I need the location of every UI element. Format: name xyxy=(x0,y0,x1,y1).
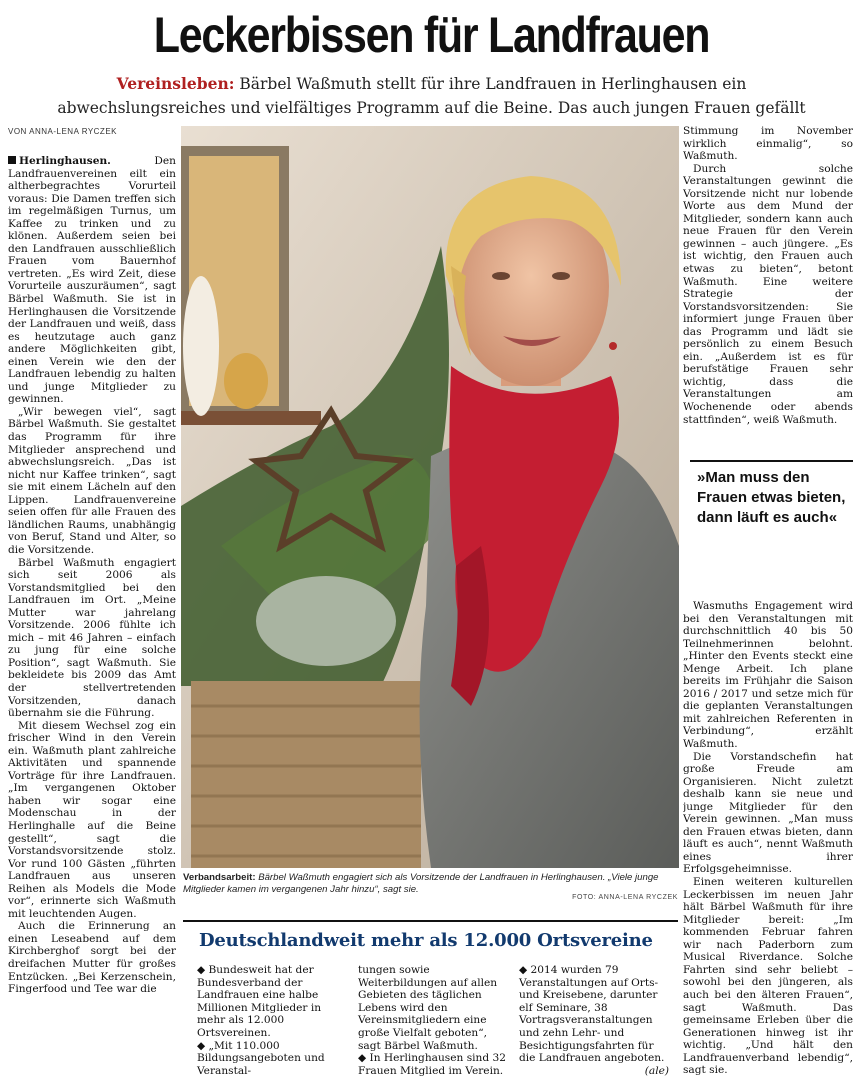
info-box-column xyxy=(197,964,347,1077)
info-item: tungen sowie Weiterbildungen auf allen Gebieten des täglichen Lebens wird den Vereinsmitgliedern eine große Vielfalt geboten“, sagt Bärbel Waßmuth. xyxy=(358,964,498,1052)
info-box xyxy=(183,920,678,1087)
info-item: ◆ Bundesweit hat der Bundesverband der Landfrauen eine halbe Millionen Mitglieder in mehr als 12.000 Ortsvereinen. xyxy=(197,964,322,1039)
article-paragraph: Herlinghausen. Den Landfrauenvereinen eilt ein altherbegrachtes Vorurteil voraus: Die Damen treffen sich im regelmäßigen Turnus, um Kaffee zu trinken und zu klönen. Außerdem seien bei den Landfrauen ausschließlich Frauen vom Bauernhof vertreten. „Es wird Zeit, diese Vorurteile auszuräumen“, sagt Bärbel Waßmuth. Sie ist in Herlinghausen die Vorsitzende der Landfrauen und weiß, dass es heutzutage auch ganz andere Möglichkeiten gibt, einen Verein wie den der Landfrauen lebendig zu halten und junge Mitglieder zu gewinnen. xyxy=(8,155,176,406)
article-paragraph: „Wir bewegen viel“, sagt Bärbel Waßmuth. Sie gestaltet das Programm für ihre Mitglieder ansprechend und abwechslungsreich. „Das ist nicht nur Kaffee trinken“, sagt sie mit einem Lächeln auf den Lippen. Landfrauenvereine seien offen für alle Frauen des ländlichen Raums, unabhängig von Beruf, Stand und Alter, so die Vorsitzende. xyxy=(8,405,176,556)
article-column-left xyxy=(8,155,176,1085)
author-signature: (ale) xyxy=(644,1064,669,1077)
info-item: ◆ 2014 wurden 79 Veranstaltungen auf Orts- und Kreisebene, darunter elf Seminare, 38 Vortragsveranstaltungen und zehn Lehr- und Besichtigungsfahrten für die Landfrauen angeboten. xyxy=(519,964,665,1065)
caption-text: Bärbel Waßmuth engagiert sich als Vorsitzende der Landfrauen in Herlinghausen. „Viele junge Mitglieder kamen im vergangenen Jahr hinzu“, sagt sie. xyxy=(183,872,659,895)
article-paragraph: Stimmung im November wirklich einmalig“, so Waßmuth. xyxy=(683,125,853,163)
info-box-column xyxy=(358,964,508,1077)
article-paragraph: Durch solche Veranstaltungen gewinnt die Vorsitzende nicht nur lobende Worte aus dem Mund der Mitglieder, sondern kann auch neue Frauen für den Verein gewinnen – auch jüngere. „Es ist wichtig, den Frauen auch etwas zu bieten“, betont Waßmuth. Eine weitere Strategie der Vorstandsvorsitzenden: Sie informiert junge Frauen über das Programm und lädt sie persönlich zu einem Besuch ein. „Außerdem ist es für berufstätige Frauen sehr wichtig, dass die Veranstaltungen am Wochenende oder abends stattfinden“, weiß Waßmuth. xyxy=(683,162,853,426)
info-box-column xyxy=(519,964,669,1077)
info-item: ◆ In Herlinghausen sind 32 Frauen Mitglied im Verein. xyxy=(358,1052,506,1077)
article-column-right xyxy=(683,125,853,1085)
photo-caption xyxy=(183,872,678,896)
article-paragraph: Einen weiteren kulturellen Leckerbissen im neuen Jahr hält Bärbel Waßmuth für ihre Mitglieder bereit: „Im kommenden Februar fahren wir nach Paderborn zum Musical Riverdance. Solche Fahrten sind sehr beliebt – sowohl bei den jüngeren, als auch bei den älteren Frauen“, sagt Waßmuth. Das gemeinsame Erleben über die Generationen hinweg ist ihr wichtig. „Und hält den Landfrauenverband lebendig“, sagt sie. xyxy=(683,876,853,1077)
photo-woman-with-red-scarf xyxy=(181,126,679,868)
headline: Leckerbissen für Landfrauen xyxy=(153,7,710,63)
info-box-title: Deutschlandweit mehr als 12.000 Ortsvereine xyxy=(199,930,653,951)
article-paragraph: Mit diesem Wechsel zog ein frischer Wind in den Verein ein. Waßmuth plant zahlreiche Aktivitäten und spannende Vorträge für ihre Landfrauen. „Im vergangenen Oktober haben wir sogar eine Modenschau in der Herlinghalle auf die Beine gestellt“, sagt die Vorstandsvorsitzende stolz. Vor rund 100 Gästen „führten Landfrauen aus unseren Reihen als Models die Mode vor“, erinnerte sich Waßmuth mit leuchtenden Augen. xyxy=(8,719,176,920)
article-photo xyxy=(181,126,679,868)
caption-label: Verbandsarbeit: xyxy=(183,872,256,883)
article-paragraph: Wasmuths Engagement wird bei den Veranstaltungen mit durchschnittlich 40 bis 50 Teilnehmerinnen belohnt. „Hinter den Events steckt eine Menge Arbeit. Ich plane bereits im Frühjahr die Saison 2016 / 2017 und setze mich für die geplanten Veranstaltungen mit zahlreichen Referenten in Verbindung“, erzählt Waßmuth. xyxy=(683,600,853,751)
subhead xyxy=(40,72,823,120)
photo-credit: FOTO: ANNA-LENA RYCZEK xyxy=(572,894,678,901)
article-paragraph: Bärbel Waßmuth engagiert sich seit 2006 als Vorstandsmitglied bei den Landfrauen im Ort. „Meine Mutter war jahrelang Vorsitzende. 2006 fühlte ich mich – mit 46 Jahren – einfach zu jung für eine solche Position“, sagt Waßmuth. Sie bekleidete bis 2009 das Amt der stellvertretenden Vorsitzenden, danach übernahm sie die Führung. xyxy=(8,556,176,720)
pullquote-rule xyxy=(690,460,853,462)
dateline: Herlinghausen. xyxy=(19,155,111,167)
article-paragraph: Auch die Erinnerung an einen Leseabend auf dem Kirchberghof sorgt bei der dreifachen Mutter für großes Entzücken. „Bei Kerzenschein, Fingerfood und Tee war die xyxy=(8,920,176,996)
info-item: ◆ „Mit 110.000 Bildungsangeboten und Veranstal- xyxy=(197,1039,325,1077)
subhead-kicker: Vereinsleben: xyxy=(116,74,235,93)
pullquote: »Man muss den Frauen etwas bieten, dann läuft es auch« xyxy=(697,469,846,526)
subhead-text: Bärbel Waßmuth stellt für ihre Landfrauen in Herlinghausen ein abwechslungsreiches und vielfältiges Programm auf die Beine. Das auch jungen Frauen gefällt xyxy=(57,75,806,117)
article-paragraph: Die Vorstandschefin hat große Freude am Organisieren. Nicht zuletzt deshalb kann sie neue und junge Mitglieder für den Verein gewinnen. „Man muss den Frauen etwas bieten, dann läuft es auch“, nennt Waßmuth eines ihrer Erfolgsgeheimnisse. xyxy=(683,750,853,876)
square-bullet-icon xyxy=(8,156,16,164)
byline: VON ANNA-LENA RYCZEK xyxy=(8,127,117,136)
